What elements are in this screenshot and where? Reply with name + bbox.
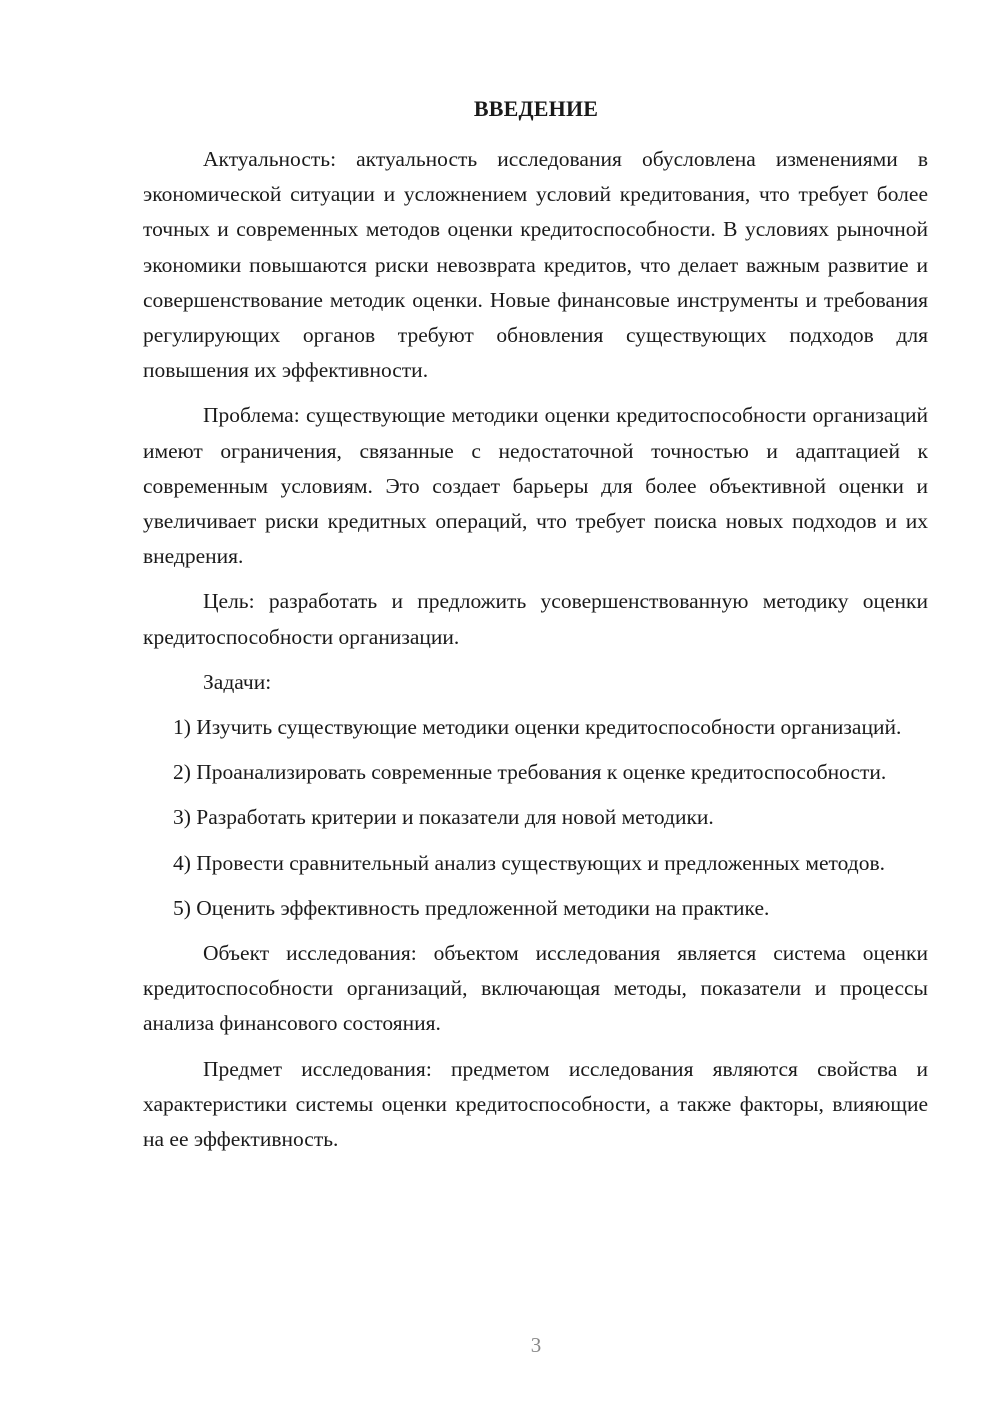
task-item-3: 3) Разработать критерии и показатели для новой методики. (173, 805, 714, 830)
paragraph-relevance: Актуальность: актуальность исследования обусловлена изменениями в экономической ситуации и усложнением условий кредитования, что требует более точных и современных методов оценки кредитоспособности. В условиях рыночной экономики повышаются риски невозврата кредитов, что делает важным развитие и совершенствование методик оценки. Новые финансовые инструменты и требования регулирующих органов требуют обновления существующих подходов для повышения их эффективности. (143, 147, 928, 383)
paragraph-tasks-heading: Задачи: (203, 669, 272, 694)
paragraph-object: Объект исследования: объектом исследования является система оценки кредитоспособности организаций, включающая методы, показатели и процессы анализа финансового состояния. (143, 941, 928, 1036)
paragraph-goal: Цель: разработать и предложить усовершенствованную методику оценки кредитоспособности организации. (143, 589, 928, 649)
page-number: 3 (530, 1333, 542, 1357)
paragraph-problem: Проблема: существующие методики оценки кредитоспособности организаций имеют ограничения, связанные с недостаточной точностью и адаптацией к современным условиям. Это создает барьеры для более объективной оценки и увеличивает риски кредитных операций, что требует поиска новых подходов и их внедрения. (143, 403, 928, 569)
paragraph-subject: Предмет исследования: предметом исследования являются свойства и характеристики системы оценки кредитоспособности, а также факторы, влияющие на ее эффективность. (143, 1056, 928, 1152)
page-title: ВВЕДЕНИЕ (473, 96, 599, 121)
task-item-2: 2) Проанализировать современные требования к оценке кредитоспособности. (173, 760, 887, 785)
task-item-1: 1) Изучить существующие методики оценки кредитоспособности организаций. (173, 715, 902, 740)
document-body (143, 142, 928, 1167)
task-item-4: 4) Провести сравнительный анализ существующих и предложенных методов. (173, 850, 885, 875)
task-item-5: 5) Оценить эффективность предложенной методики на практике. (173, 895, 770, 920)
